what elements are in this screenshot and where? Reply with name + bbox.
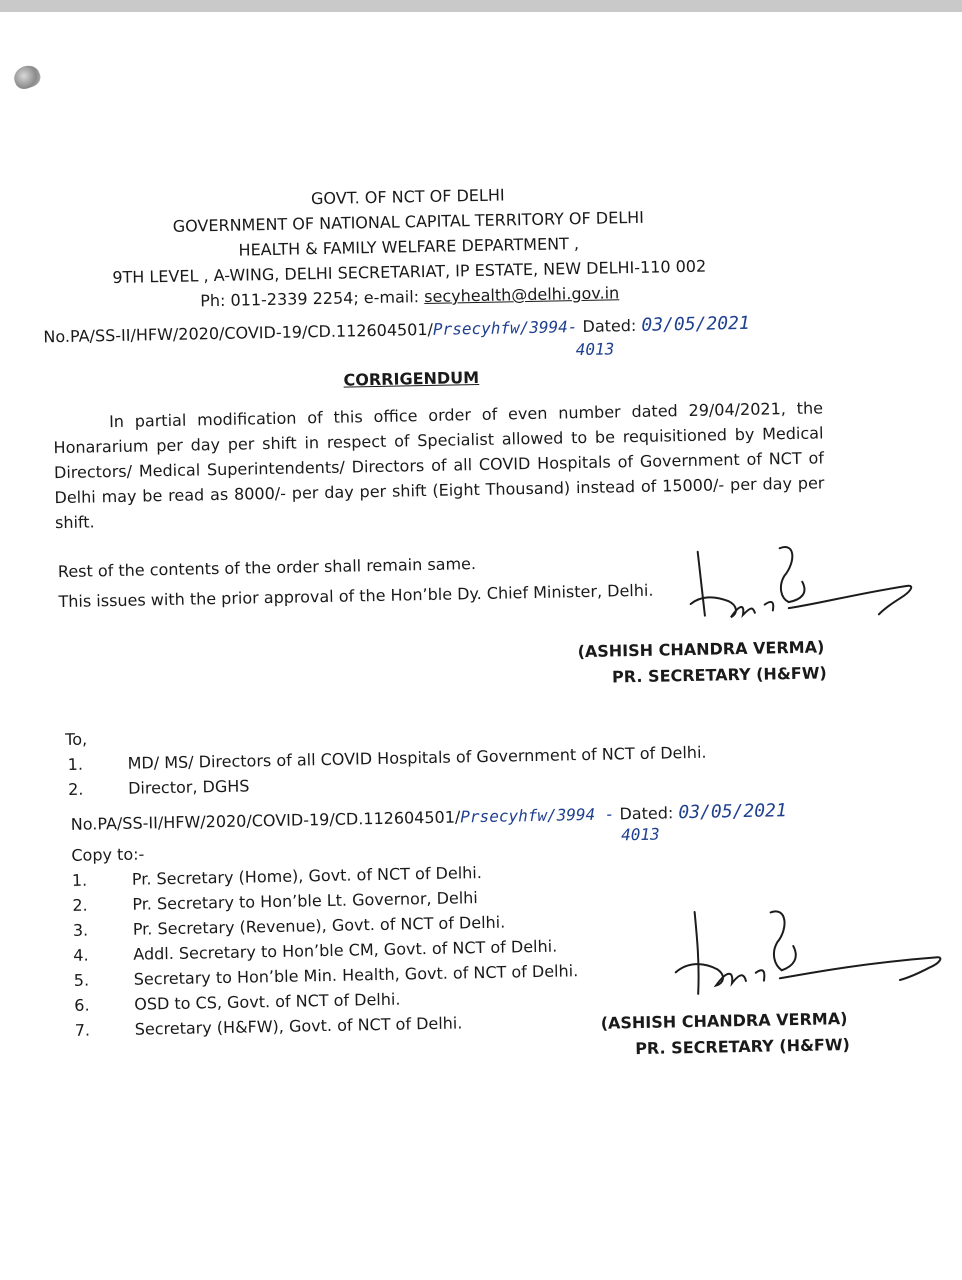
copy-item-2-text: Pr. Secretary to Hon’ble Lt. Governor, Delhi: [132, 888, 478, 914]
reference-line: [43, 313, 750, 348]
reference-number-2: No.PA/SS-II/HFW/2020/COVID-19/CD.112604501/: [70, 807, 461, 834]
copy-item-4-text: Addl. Secretary to Hon’ble CM, Govt. of NCT of Delhi.: [133, 936, 558, 964]
copy-item-3-text: Pr. Secretary (Revenue), Govt. of NCT of Delhi.: [132, 912, 506, 939]
copy-item-5-number: 5.: [73, 970, 90, 990]
dated-label-2: Dated:: [619, 803, 674, 824]
to-item-1-text: MD/ MS/ Directors of all COVID Hospitals of Government of NCT of Delhi.: [127, 742, 707, 773]
copy-item-1-number: 1.: [71, 870, 88, 890]
header-phone: Ph: 011-2339 2254; e-mail:: [200, 287, 425, 311]
body-paragraph-3: This issues with the prior approval of the Hon’ble Dy. Chief Minister, Delhi.: [58, 580, 654, 612]
dated-handwritten: 03/05/2021: [641, 312, 750, 336]
dated-label: Dated:: [582, 315, 637, 336]
copy-item-3-number: 3.: [72, 920, 89, 940]
punch-hole-mark: [11, 62, 43, 92]
copy-item-7-number: 7.: [74, 1020, 91, 1040]
to-item-1-number: 1.: [67, 754, 84, 774]
document-title: CORRIGENDUM: [343, 367, 480, 390]
document-page: [0, 161, 962, 1079]
copy-to-label: Copy to:-: [71, 844, 145, 865]
header-email-link[interactable]: secyhealth@delhi.gov.in: [423, 283, 620, 307]
reference-line-2: [71, 800, 787, 835]
header-department: HEALTH & FAMILY WELFARE DEPARTMENT ,: [238, 234, 580, 260]
body-paragraph-2: Rest of the contents of the order shall remain same.: [57, 554, 477, 582]
copy-item-6-text: OSD to CS, Govt. of NCT of Delhi.: [134, 989, 401, 1014]
header-address: 9TH LEVEL , A-WING, DELHI SECRETARIAT, IP ESTATE, NEW DELHI-110 002: [112, 256, 707, 288]
reference-handwritten: Prsecyhfw/3994-: [432, 317, 578, 339]
dated-handwritten-2: 03/05/2021: [678, 800, 787, 824]
copy-item-2-number: 2.: [72, 895, 88, 915]
signatory-2-name: (ASHISH CHANDRA VERMA): [600, 1009, 848, 1033]
copy-item-5-text: Secretary to Hon’ble Min. Health, Govt. of NCT of Delhi.: [133, 961, 579, 989]
copy-item-7-text: Secretary (H&FW), Govt. of NCT of Delhi.: [134, 1013, 463, 1039]
to-item-2-number: 2.: [67, 779, 84, 799]
signatory-2-designation: PR. SECRETARY (H&FW): [635, 1034, 851, 1059]
scan-top-edge: [0, 0, 962, 12]
to-item-2-text: Director, DGHS: [127, 776, 250, 798]
signature-2: [666, 899, 948, 1014]
header-government: GOVERNMENT OF NATIONAL CAPITAL TERRITORY OF DELHI: [172, 207, 645, 236]
reference-handwritten-2: Prsecyhfw/3994 -: [460, 804, 615, 827]
signatory-designation: PR. SECRETARY (H&FW): [611, 663, 827, 687]
reference-handwritten-below-2: 4013: [620, 824, 660, 845]
to-label: To,: [64, 729, 88, 749]
copy-item-6-number: 6.: [74, 995, 90, 1015]
signature-1: [680, 540, 922, 645]
reference-handwritten-below: 4013: [575, 339, 615, 360]
header-govt: GOVT. OF NCT OF DELHI: [310, 185, 505, 209]
body-paragraph-1: In partial modification of this office order of even number dated 29/04/2021, the Honararium per day per shift in respect of Specialist allowed to be requisitioned by Medical Directors/ Medical Superintendents/ Directors of all COVID Hospitals of Government of NCT of Delhi may be read as 8000/- per day per shift (Eight Thousand) instead of 15000/- per day per shift.: [53, 398, 825, 533]
reference-number: No.PA/SS-II/HFW/2020/COVID-19/CD.112604501/: [43, 319, 434, 347]
copy-item-1-text: Pr. Secretary (Home), Govt. of NCT of Delhi.: [131, 863, 483, 889]
signatory-name: (ASHISH CHANDRA VERMA): [577, 637, 825, 662]
copy-item-4-number: 4.: [73, 945, 89, 965]
